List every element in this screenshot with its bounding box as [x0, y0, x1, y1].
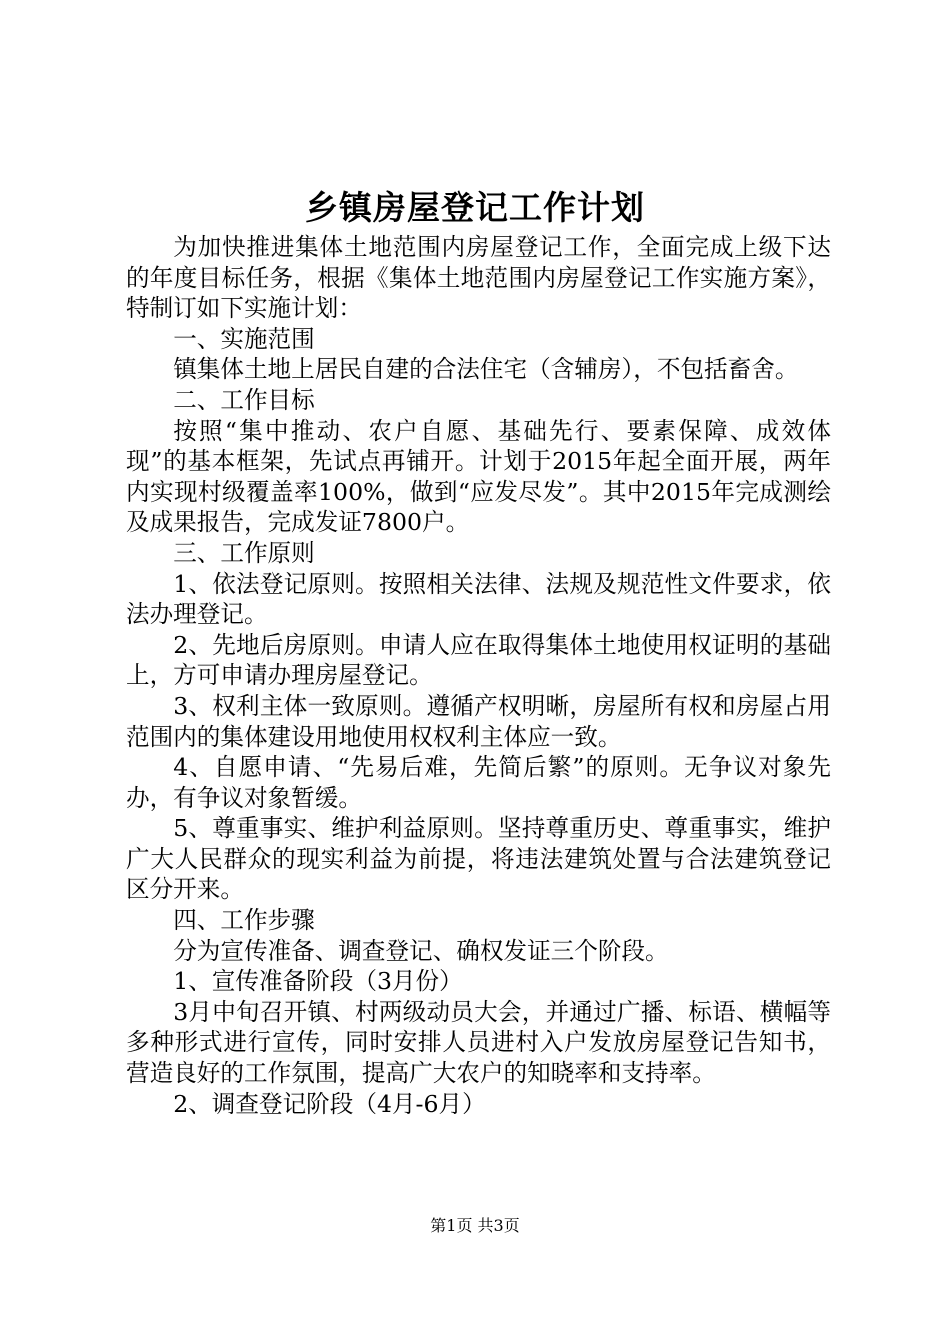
- paragraph: 2、先地后房原则。申请人应在取得集体土地使用权证明的基础上，方可申请办理房屋登记。: [126, 630, 831, 690]
- subsection-heading: 1、宣传准备阶段（3月份）: [173, 967, 463, 996]
- paragraph: 3月中旬召开镇、村两级动员大会，并通过广播、标语、横幅等多种形式进行宣传，同时安排人员进村入户发放房屋登记告知书，营造良好的工作氛围，提高广大农户的知晓率和支持率。: [126, 997, 831, 1088]
- paragraph: 4、自愿申请、“先易后难，先简后繁”的原则。无争议对象先办，有争议对象暂缓。: [126, 753, 831, 812]
- section-heading: 二、工作目标: [173, 385, 315, 414]
- paragraph: 分为宣传准备、调查登记、确权发证三个阶段。: [173, 936, 669, 965]
- section-heading: 一、实施范围: [173, 324, 315, 353]
- paragraph: 按照“集中推动、农户自愿、基础先行、要素保障、成效体现”的基本框架，先试点再铺开。计划于2015年起全面开展，两年内实现村级覆盖率100%，做到“应发尽发”。其中2015年完成测绘及成果报告，完成发证7800户。: [126, 416, 831, 537]
- document-body: [126, 232, 831, 1119]
- subsection-heading: 2、调查登记阶段（4月-6月）: [173, 1089, 486, 1118]
- page-footer: 第1页 共3页: [430, 1216, 520, 1235]
- paragraph: 镇集体土地上居民自建的合法住宅（含辅房），不包括畜舍。: [173, 355, 799, 384]
- paragraph: 3、权利主体一致原则。遵循产权明晰，房屋所有权和房屋占用范围内的集体建设用地使用权权利主体应一致。: [126, 691, 831, 751]
- section-heading: 三、工作原则: [173, 538, 315, 567]
- paragraph: 1、依法登记原则。按照相关法律、法规及规范性文件要求，依法办理登记。: [126, 569, 831, 629]
- document-title: 乡镇房屋登记工作计划: [305, 188, 645, 227]
- paragraph: 5、尊重事实、维护利益原则。坚持尊重历史、尊重事实，维护广大人民群众的现实利益为前提，将违法建筑处置与合法建筑登记区分开来。: [126, 814, 831, 904]
- section-heading: 四、工作步骤: [173, 906, 315, 935]
- paragraph: 为加快推进集体土地范围内房屋登记工作，全面完成上级下达的年度目标任务，根据《集体土地范围内房屋登记工作实施方案》，特制订如下实施计划：: [126, 233, 831, 323]
